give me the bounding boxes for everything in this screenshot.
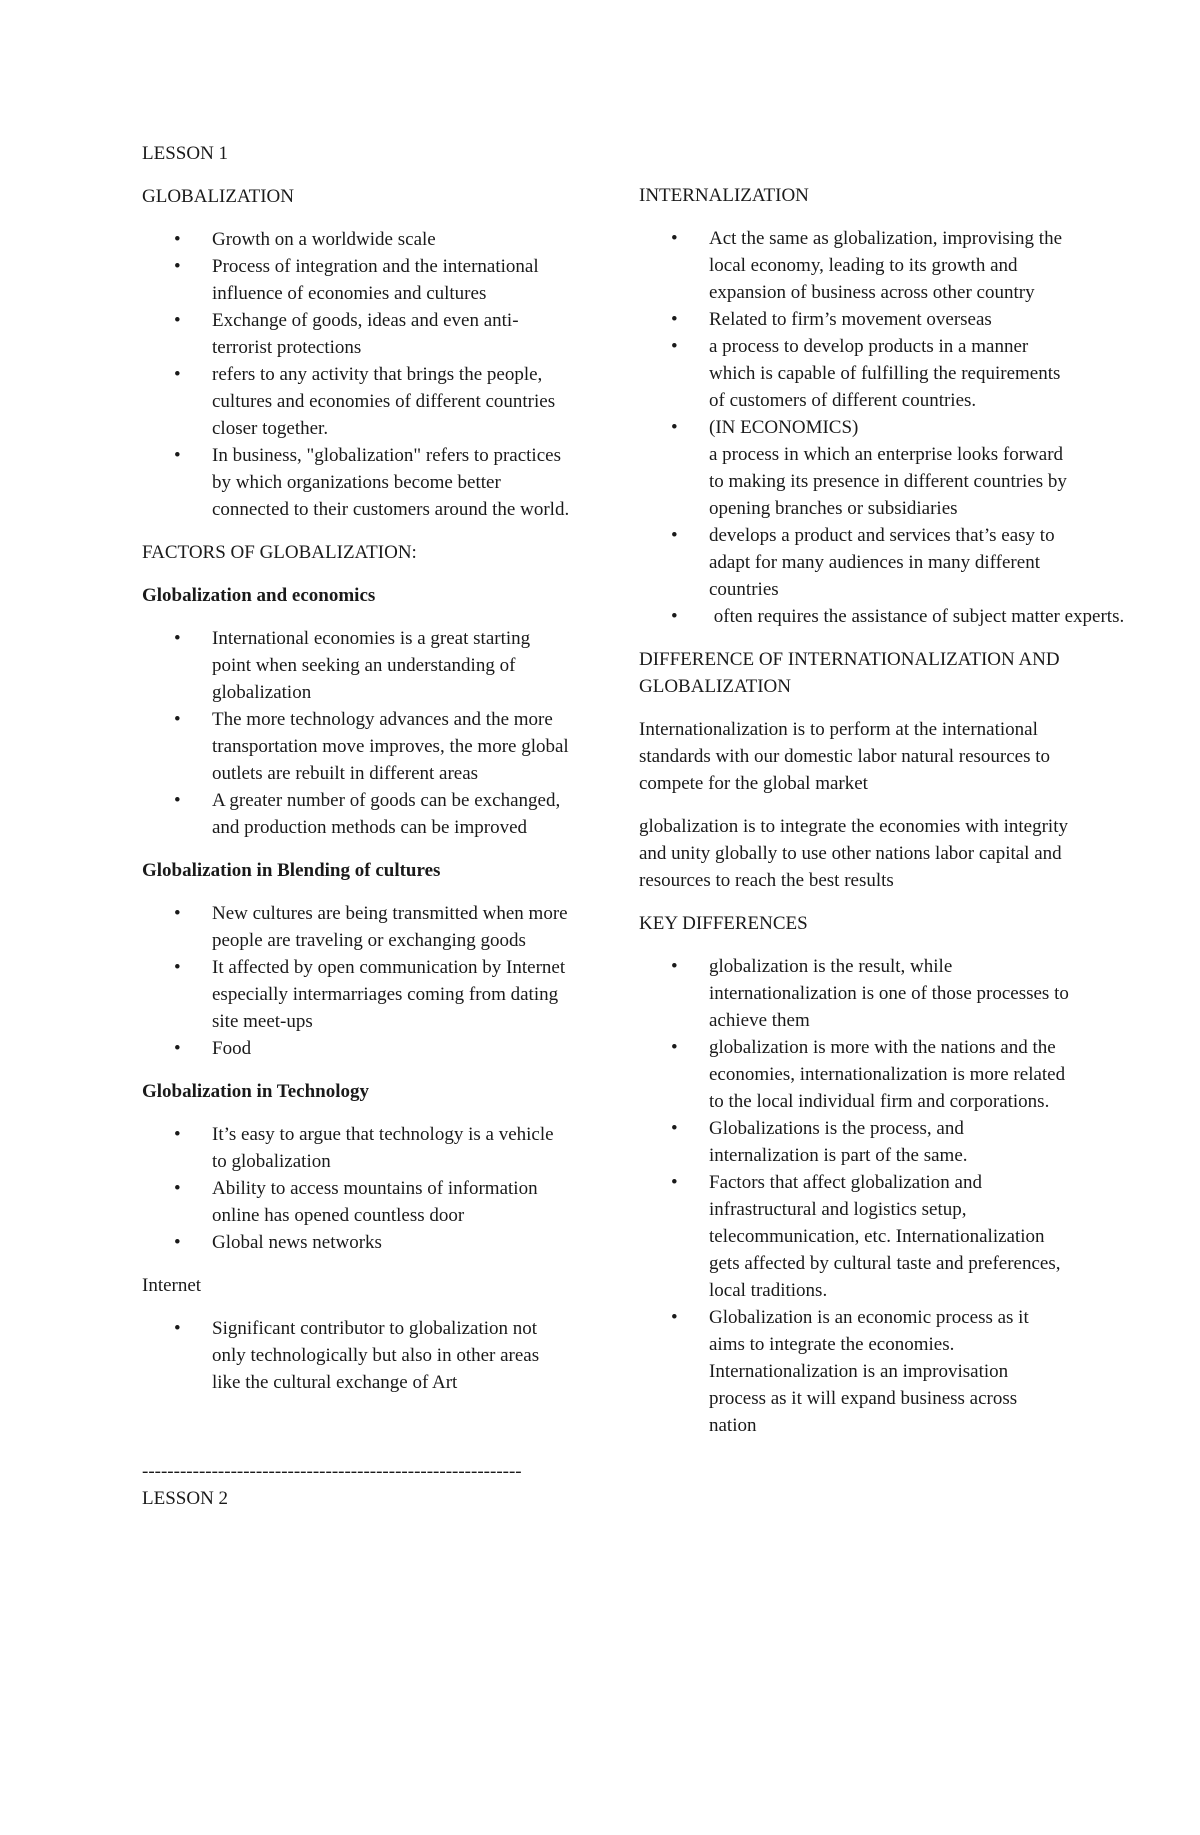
list-item: • The more technology advances and the more transportation move improves, the more global outlets are rebuilt in different areas xyxy=(142,706,572,787)
difference-paragraph: Internationalization is to perform at the international standards with our domestic labor natural resources to compete for the global market xyxy=(639,719,1051,794)
list-item: • a process to develop products in a manner which is capable of fulfilling the requirements of customers of different countries. xyxy=(639,333,1069,414)
list-item: • Related to firm’s movement overseas xyxy=(639,306,1069,333)
factors-heading: FACTORS OF GLOBALIZATION: xyxy=(142,542,417,563)
economics-list xyxy=(142,625,572,841)
list-item: • New cultures are being transmitted when more people are traveling or exchanging goods xyxy=(142,900,572,954)
list-item: • Exchange of goods, ideas and even anti-terrorist protections xyxy=(142,307,572,361)
list-item: • globalization is the result, while internationalization is one of those processes to achieve them xyxy=(639,953,1069,1034)
technology-heading: Globalization in Technology xyxy=(142,1081,369,1102)
list-item: • It’s easy to argue that technology is a vehicle to globalization xyxy=(142,1121,572,1175)
list-item: • refers to any activity that brings the people, cultures and economies of different countries closer together. xyxy=(142,361,572,442)
list-item: • Significant contributor to globalization not only technologically but also in other areas like the cultural exchange of Art xyxy=(142,1315,572,1396)
list-item: • A greater number of goods can be exchanged, and production methods can be improved xyxy=(142,787,572,841)
economics-heading: Globalization and economics xyxy=(142,585,376,606)
internalization-heading: INTERNALIZATION xyxy=(639,185,809,206)
list-item: • International economies is a great starting point when seeking an understanding of globalization xyxy=(142,625,572,706)
globalization-list xyxy=(142,226,572,523)
list-item: • Ability to access mountains of information online has opened countless door xyxy=(142,1175,572,1229)
list-item: • (IN ECONOMICS) a process in which an enterprise looks forward to making its presence in different countries by opening branches or subsidiaries xyxy=(639,414,1069,522)
difference-paragraph: globalization is to integrate the economies with integrity and unity globally to use other nations labor capital and resources to reach the best results xyxy=(639,816,1068,891)
lesson-2-title: LESSON 2 xyxy=(142,1488,229,1509)
list-item: • Food xyxy=(142,1035,572,1062)
list-item: • Growth on a worldwide scale xyxy=(142,226,572,253)
key-differences-list xyxy=(639,953,1069,1439)
difference-heading: DIFFERENCE OF INTERNATIONALIZATION AND GLOBALIZATION xyxy=(639,649,1060,697)
cultures-heading: Globalization in Blending of cultures xyxy=(142,860,441,881)
lesson-1-title: LESSON 1 xyxy=(142,143,229,164)
list-item: • Globalizations is the process, and internalization is part of the same. xyxy=(639,1115,1069,1169)
list-item: • It affected by open communication by Internet especially intermarriages coming from dating site meet-ups xyxy=(142,954,572,1035)
internet-list xyxy=(142,1315,572,1396)
technology-list xyxy=(142,1121,572,1256)
list-item: • Act the same as globalization, improvising the local economy, leading to its growth and expansion of business across other country xyxy=(639,225,1069,306)
list-item: • In business, "globalization" refers to practices by which organizations become better connected to their customers around the world. xyxy=(142,442,572,523)
list-item: • Process of integration and the international influence of economies and cultures xyxy=(142,253,572,307)
list-item: • Factors that affect globalization and infrastructural and logistics setup, telecommunication, etc. Internationalization gets affected by cultural taste and preferences, local traditions. xyxy=(639,1169,1069,1304)
left-column xyxy=(142,140,572,1528)
list-item: • Globalization is an economic process as it aims to integrate the economies. Internationalization is an improvisation process as it will expand business across nation xyxy=(639,1304,1069,1439)
list-item: • Global news networks xyxy=(142,1229,572,1256)
list-item: • develops a product and services that’s easy to adapt for many audiences in many different countries xyxy=(639,522,1069,603)
right-column xyxy=(639,182,1125,1455)
list-item: • often requires the assistance of subject matter experts. xyxy=(639,603,1069,630)
internalization-list xyxy=(639,225,1125,630)
list-item: • globalization is more with the nations and the economies, internationalization is more related to the local individual firm and corporations. xyxy=(639,1034,1069,1115)
globalization-heading: GLOBALIZATION xyxy=(142,186,294,207)
key-differences-heading: KEY DIFFERENCES xyxy=(639,913,808,934)
internet-heading: Internet xyxy=(142,1275,202,1296)
cultures-list xyxy=(142,900,572,1062)
section-divider: ------------------------------------------------------------ xyxy=(142,1461,522,1482)
